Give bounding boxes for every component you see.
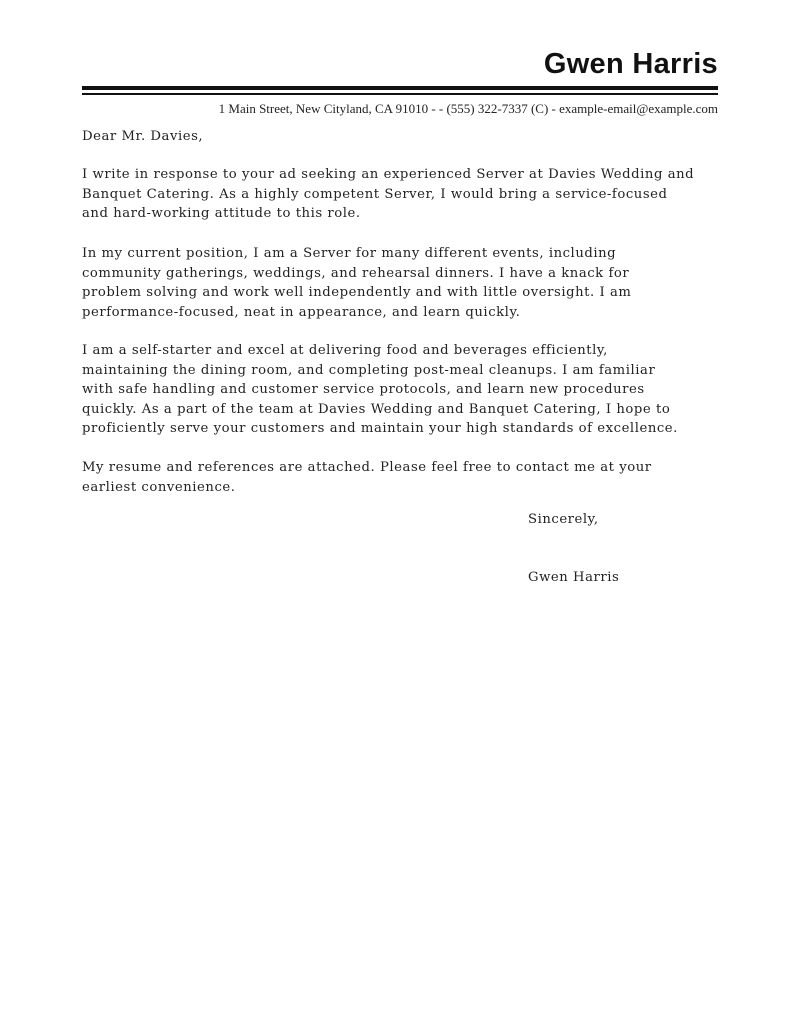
paragraph-1-line: Banquet Catering. As a highly competent Server, I would bring a service-focused [82, 186, 668, 202]
signature-name: Gwen Harris [528, 570, 620, 585]
paragraph-3-line: I am a self-starter and excel at delivering food and beverages efficiently, [82, 343, 608, 358]
salutation: Dear Mr. Davies, [82, 129, 204, 144]
paragraph-1-line: and hard-working attitude to this role. [82, 206, 361, 221]
paragraph-2-line: problem solving and work well independently and with little oversight. I am [82, 285, 632, 300]
sender-name: Gwen Harris [543, 48, 718, 80]
paragraph-3 [82, 341, 732, 439]
paragraph-3-line: proficiently serve your customers and maintain your high standards of excellence. [82, 421, 678, 436]
sender-contact-line: 1 Main Street, New Cityland, CA 91010 - - (555) 322-7337 (C) - example-email@example.com [218, 101, 718, 116]
header-rule-thin [82, 93, 718, 95]
paragraph-2-line: In my current position, I am a Server for many different events, including [82, 246, 617, 261]
paragraph-3-line: with safe handling and customer service protocols, and learn new procedures [82, 382, 645, 397]
paragraph-2-line: performance-focused, neat in appearance, and learn quickly. [82, 304, 521, 320]
paragraph-3-line: maintaining the dining room, and completing post-meal cleanups. I am familiar [82, 362, 656, 378]
header-rule-thick [82, 86, 718, 90]
paragraph-2-line: community gatherings, weddings, and rehearsal dinners. I have a knack for [82, 265, 630, 281]
paragraph-3-line: quickly. As a part of the team at Davies Wedding and Banquet Catering, I hope to [82, 401, 671, 417]
paragraph-1 [82, 165, 732, 224]
paragraph-4-line: earliest convenience. [82, 479, 236, 495]
paragraph-1-line: I write in response to your ad seeking an experienced Server at Davies Wedding and [82, 167, 695, 182]
paragraph-4 [82, 458, 732, 497]
paragraph-2 [82, 244, 732, 322]
paragraph-4-line: My resume and references are attached. Please feel free to contact me at your [82, 460, 652, 475]
closing: Sincerely, [528, 512, 599, 527]
